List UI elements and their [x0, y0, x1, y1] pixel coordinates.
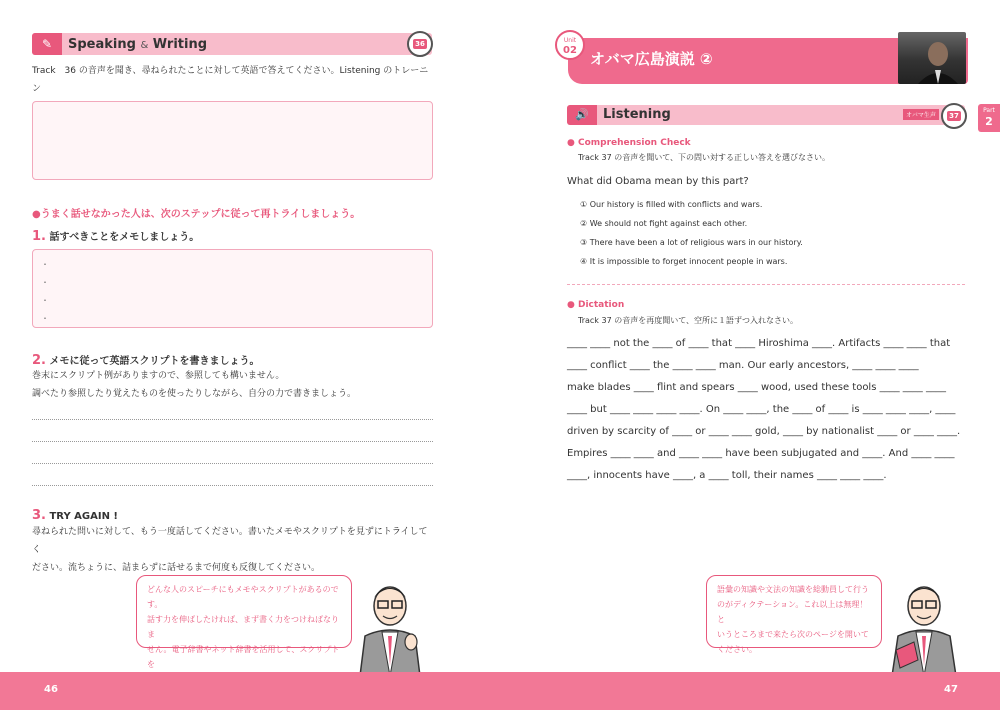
unit-number: 02: [563, 45, 577, 56]
writing-line[interactable]: [32, 485, 433, 486]
step1-number: 1.: [32, 229, 46, 244]
answer-option[interactable]: ④ It is impossible to forget innocent people in wars.: [580, 257, 788, 266]
listening-header: [567, 105, 965, 125]
answer-option[interactable]: ② We should not fight against each other.: [580, 219, 748, 228]
dictation-line[interactable]: ____ ____ not the ____ of ____ that ____ Hiroshima ____. Artifacts ____ ____ that: [567, 338, 951, 349]
part-side-tab[interactable]: [978, 104, 1000, 132]
teacher-callout-left: [136, 575, 352, 669]
step2-text: [32, 367, 436, 403]
dictation-line[interactable]: ____ conflict ____ the ____ ____ man. Our early ancestors, ____ ____ ____: [567, 360, 919, 371]
answer-option[interactable]: ③ There have been a lot of religious wars in our history.: [580, 238, 803, 247]
callout-line: のがディクテーション。これ以上は無理！と: [717, 600, 868, 624]
callout-line: 話す力を伸ばしたければ、まず書く力をつけねばなりま: [147, 615, 339, 639]
page-number-right: 47: [944, 684, 958, 695]
step2-number: 2.: [32, 353, 46, 368]
callout-line: どんな人のスピーチにもメモやスクリプトがあるのです。: [147, 585, 339, 609]
teacher-illustration-right: [884, 576, 964, 676]
side-tab-label: Part: [983, 107, 995, 114]
writing-line[interactable]: [32, 441, 433, 442]
teacher-callout-right: [706, 575, 882, 654]
callout-line: ください。: [717, 645, 757, 654]
unit-badge: [555, 30, 585, 60]
memo-bullet: ・: [41, 260, 49, 269]
unit-label: Unit: [563, 37, 577, 44]
step2-line-1: 巻末にスクリプト例がありますので、参照しても構いません。: [32, 371, 285, 381]
speech-pencil-icon: ✎: [32, 33, 62, 55]
dictation-line[interactable]: ____ but ____ ____ ____ ____. On ____ ____, the ____ of ____ is ____ ____ ____, ____: [567, 404, 956, 415]
step1-heading: [32, 228, 199, 244]
side-tab-number: 2: [985, 115, 993, 128]
dictation-line[interactable]: driven by scarcity of ____ or ____ ____ gold, ____ by nationalist ____ or ____ ____.: [567, 426, 961, 437]
headphones-icon[interactable]: [407, 31, 433, 57]
step2-heading: [32, 352, 259, 368]
step3-heading: [32, 508, 118, 523]
headphones-icon[interactable]: [941, 103, 967, 129]
step1-label: 話すべきことをメモしましょう。: [49, 232, 200, 243]
memo-box[interactable]: [32, 249, 433, 328]
title-amp: &: [140, 39, 149, 51]
memo-bullet: ・: [41, 314, 49, 323]
writing-line[interactable]: [32, 463, 433, 464]
step3-text: [32, 523, 436, 577]
dictation-label: ● Dictation: [567, 300, 625, 310]
speaker-photo: [898, 32, 966, 84]
step3-label: TRY AGAIN !: [49, 511, 118, 522]
instruction-line-1: Track 36 の音声を聞き、尋ねられたことに対して英語で答えてください。Listening のトレーニン: [32, 66, 429, 94]
dictation-line[interactable]: Empires ____ ____ and ____ ____ have been subjugated and ____. And ____ ____: [567, 448, 955, 459]
dictation-instruction: Track 37 の音声を再度聞いて、空所に１語ずつ入れなさい。: [578, 316, 799, 325]
live-voice-tag: オバマ生声: [903, 109, 939, 120]
callout-line: せん。電子辞書やネット辞書を活用して、スクリプトを: [147, 645, 340, 669]
page-number-left: 46: [44, 684, 58, 695]
retry-heading: ●うまく話せなかった人は、次のステップに従って再トライしましょう。: [32, 209, 361, 220]
unit-title: オバマ広島演説 ②: [590, 50, 713, 68]
step3-number: 3.: [32, 508, 46, 523]
writing-line[interactable]: [32, 419, 433, 420]
memo-bullet: ・: [41, 296, 49, 305]
answer-option[interactable]: ① Our history is filled with conflicts and wars.: [580, 200, 763, 209]
callout-line: いうところまで来たら次のページを開いて: [717, 630, 869, 639]
step2-line-2: 調べたり参照したり覚えたものを使ったりしながら、自分の力で書きましょう。: [32, 389, 357, 399]
dictation-line[interactable]: ____, innocents have ____, a ____ toll, their names ____ ____ ____.: [567, 470, 887, 481]
track-badge: 36: [415, 40, 425, 48]
comprehension-instruction: Track 37 の音声を聞いて、下の問い対する正しい答えを選びなさい。: [578, 153, 831, 162]
section-title: [62, 37, 207, 52]
section-divider: [567, 284, 965, 285]
comprehension-label: ● Comprehension Check: [567, 138, 691, 148]
footer-band: [0, 672, 1000, 710]
step3-line-1: 尋ねられた問いに対して、もう一度話してください。書いたメモやスクリプトを見ずにトライしてく: [32, 527, 428, 555]
speaker-icon: 🔊: [567, 105, 597, 125]
step2-label: メモに従って英語スクリプトを書きましょう。: [49, 356, 260, 367]
dictation-line[interactable]: make blades ____ flint and spears ____ wood, used these tools ____ ____ ____: [567, 382, 946, 393]
track-badge: 37: [949, 112, 959, 120]
title-main: Speaking: [68, 36, 136, 52]
step3-line-2: ださい。流ちょうに、詰まらずに話せるまで何度も反復してください。: [32, 563, 321, 573]
question-text: What did Obama mean by this part?: [567, 176, 749, 187]
callout-line: 語彙の知識や文法の知識を総動員して行う: [717, 585, 869, 594]
teacher-illustration-left: [355, 576, 425, 676]
speaking-writing-header: [32, 33, 432, 55]
listening-title: Listening: [603, 107, 671, 122]
memo-bullet: ・: [41, 278, 49, 287]
answer-box[interactable]: [32, 101, 433, 180]
title-sub: Writing: [152, 36, 208, 52]
